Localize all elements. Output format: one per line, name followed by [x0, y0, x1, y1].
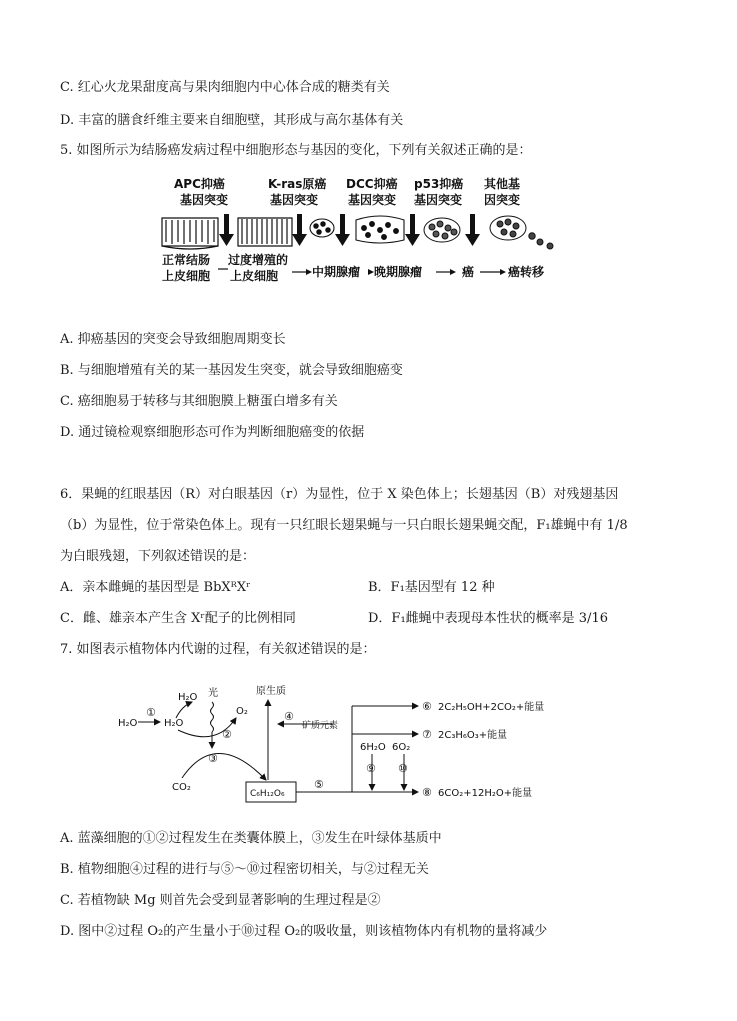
stage-label-late-adenoma: 晚期腺瘤	[374, 265, 423, 279]
water-top-label: H₂O	[178, 692, 198, 703]
mutation-label-1a: APC抑癌	[174, 177, 225, 191]
process-2-label: ②	[222, 728, 232, 741]
process-8-label: ⑧	[422, 786, 432, 799]
q6-option-d: D．F₁雌蝇中表现母本性状的概率是 3/16	[368, 611, 608, 626]
mutation-label-4b: 基因突变	[414, 193, 463, 207]
late-adenoma-image	[356, 216, 404, 243]
q6-stem-line-3: 为白眼残翅，下列叙述错误的是：	[60, 549, 256, 564]
q7-option-c: C. 若植物缺 Mg 则首先会受到显著影响的生理过程是②	[60, 893, 381, 908]
q6-stem-line-2: （b）为显性，位于常染色体上。现有一只红眼长翅果蝇与一只白眼长翅果蝇交配，F₁雄蝇中有 1/8	[60, 518, 628, 533]
water-mid-label: H₂O	[164, 718, 184, 729]
q6-option-a: A．亲本雌蝇的基因型是 BbXᴿXʳ	[60, 580, 251, 595]
product-6-label: 2C₂H₅OH+2CO₂+能量	[438, 702, 545, 713]
process-5-label: ⑤	[314, 778, 324, 791]
light-label: 光	[208, 688, 218, 699]
stage-label-hyper-1: 过度增殖的	[228, 253, 289, 267]
process-6-label: ⑥	[422, 700, 432, 713]
arrow-down-icon	[465, 214, 480, 246]
cancer-cells-image	[424, 218, 460, 242]
mutation-label-1b: 基因突变	[180, 193, 229, 207]
stage-label-mid-adenoma: 中期腺瘤	[312, 265, 361, 279]
product-7-label: 2C₃H₆O₃+能量	[438, 730, 508, 741]
q6-option-c: C．雌、雄亲本产生含 Xʳ配子的比例相同	[60, 611, 296, 626]
co2-label: CO₂	[172, 782, 191, 793]
plant-metabolism-diagram	[116, 678, 576, 810]
q4-option-c: C. 红心火龙果甜度高与果肉细胞内中心体合成的糖类有关	[60, 80, 390, 95]
process-4-label: ④	[284, 710, 294, 723]
arrow-down-icon	[335, 214, 350, 246]
q5-option-c: C. 癌细胞易于转移与其细胞膜上糖蛋白增多有关	[60, 394, 338, 409]
q5-option-b: B. 与细胞增殖有关的某一基因发生突变，就会导致细胞癌变	[60, 363, 403, 378]
mutation-label-5a: 其他基	[484, 177, 521, 191]
mutation-label-2b: 基因突变	[270, 193, 319, 207]
stage-label-metastasis: 癌转移	[508, 265, 545, 279]
arrow-down-icon	[292, 214, 307, 246]
q7-option-d: D. 图中②过程 O₂的产生量小于⑩过程 O₂的吸收量，则该植物体内有机物的量将减少	[60, 924, 548, 939]
mutation-label-5b: 因突变	[484, 193, 521, 207]
q7-stem: 7. 如图表示植物体内代谢的过程，有关叙述错误的是：	[60, 642, 376, 657]
process-3-label: ③	[208, 752, 218, 765]
process-7-label: ⑦	[422, 728, 432, 741]
normal-epithelium-image	[162, 218, 218, 249]
product-8-label: 6CO₂+12H₂O+能量	[438, 788, 533, 799]
q6-stem-line-1: 6．果蝇的红眼基因（R）对白眼基因（r）为显性，位于 X 染色体上；长翅基因（B）对残翅基因	[60, 487, 619, 502]
q5-option-d: D. 通过镜检观察细胞形态可作为判断细胞癌变的依据	[60, 425, 365, 440]
mutation-label-4a: p53抑癌	[414, 177, 464, 191]
process-1-label: ①	[146, 706, 156, 719]
mid-adenoma-image	[310, 219, 334, 237]
protoplasm-label: 原生质	[256, 686, 286, 697]
arrow-down-icon	[219, 214, 234, 246]
minerals-label: 矿质元素	[302, 721, 339, 731]
q5-stem: 5. 如图所示为结肠癌发病过程中细胞形态与基因的变化，下列有关叙述正确的是：	[60, 143, 532, 158]
process-9-label: ⑨	[366, 762, 376, 775]
oxygen-label: O₂	[236, 706, 248, 717]
q6-option-b: B．F₁基因型有 12 种	[368, 580, 495, 595]
mutation-label-2a: K-ras原癌	[268, 177, 327, 191]
glucose-label: C₆H₁₂O₆	[250, 789, 285, 799]
stage-label-cancer: 癌	[462, 265, 475, 279]
metastasis-cells-image	[490, 216, 553, 249]
mutation-label-3a: DCC抑癌	[346, 177, 398, 191]
q5-option-a: A. 抑癌基因的突变会导致细胞周期变长	[60, 332, 286, 347]
mutation-label-3b: 基因突变	[348, 193, 397, 207]
stage-label-normal-2: 上皮细胞	[162, 269, 211, 283]
oxygen-6-label: 6O₂	[392, 742, 411, 753]
stage-label-normal-1: 正常结肠	[162, 253, 211, 267]
arrow-down-icon	[405, 214, 420, 246]
water-6-label: 6H₂O	[360, 742, 386, 753]
stage-label-hyper-2: 上皮细胞	[230, 269, 279, 283]
q4-option-d: D. 丰富的膳食纤维主要来自细胞壁，其形成与高尔基体有关	[60, 113, 404, 128]
q7-option-a: A. 蓝藻细胞的①②过程发生在类囊体膜上，③发生在叶绿体基质中	[60, 831, 442, 846]
process-10-label: ⑩	[398, 762, 408, 775]
colon-cancer-figure	[160, 172, 560, 290]
hyperplastic-epithelium-image	[238, 218, 292, 246]
water-left-label: H₂O	[118, 718, 138, 729]
q7-option-b: B. 植物细胞④过程的进行与⑤～⑩过程密切相关，与②过程无关	[60, 862, 429, 877]
